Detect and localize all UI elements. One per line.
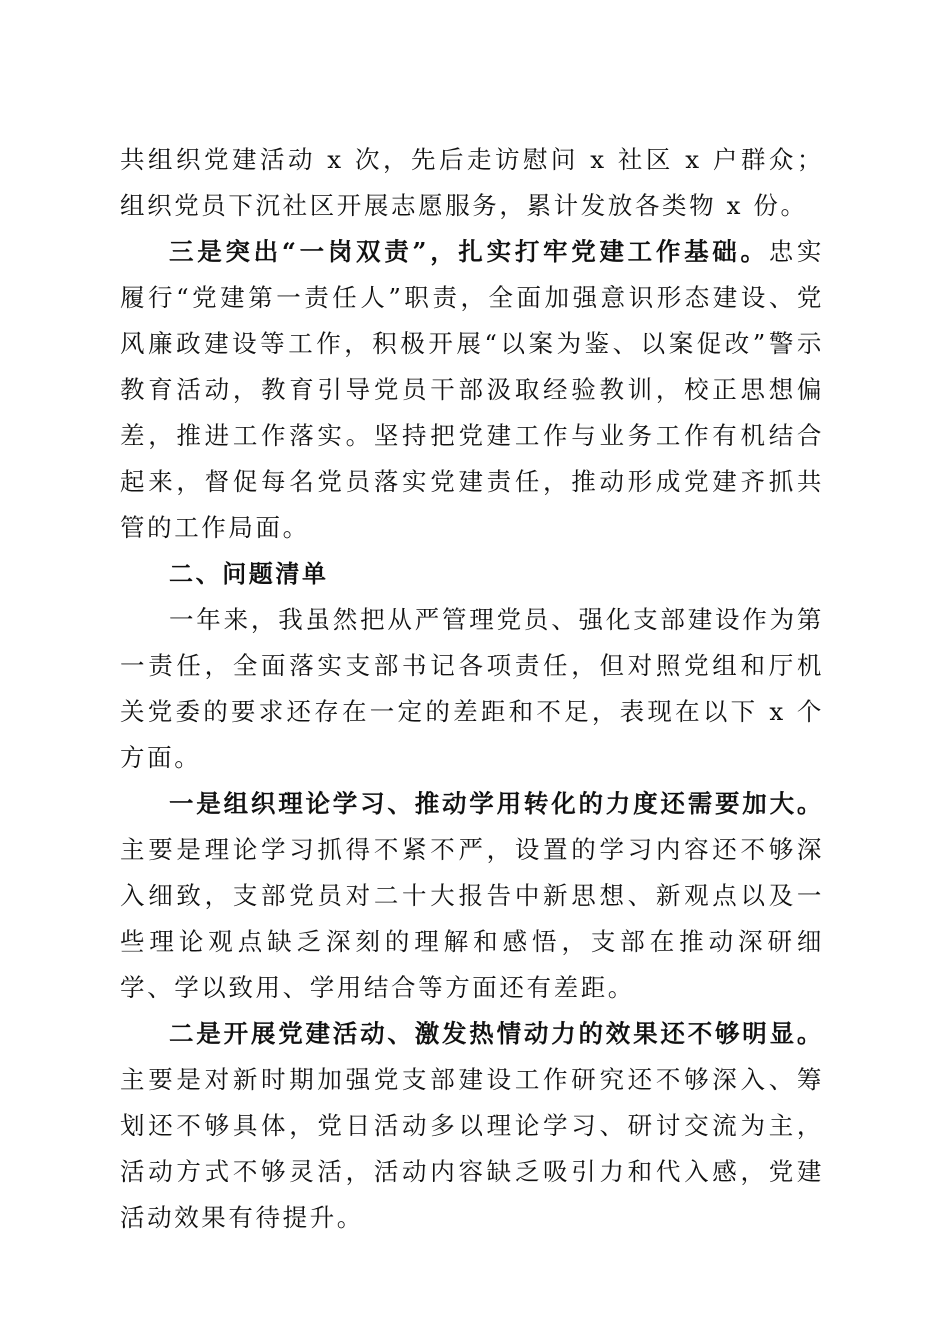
item-three-text: 忠实履行“党建第一责任人”职责，全面加强意识形态建设、党风廉政建设等工作，积极开展“以案为鉴、以案促改”警示教育活动，教育引导党员干部汲取经验教训，校正思想偏差，推进工作落实。坚持把党建工作与业务工作有机结合起来，督促每名党员落实党建责任，推动形成党建齐抓共管的工作局面。	[120, 237, 824, 542]
paragraph-continuation: 共组织党建活动 x 次，先后走访慰问 x 社区 x 户群众；组织党员下沉社区开展志愿服务，累计发放各类物 x 份。	[120, 145, 824, 220]
document-body	[120, 137, 824, 1241]
paragraph-item-three	[120, 229, 824, 551]
paragraph-overview: 一年来，我虽然把从严管理党员、强化支部建设作为第一责任，全面落实支部书记各项责任，但对照党组和厅机关党委的要求还存在一定的差距和不足，表现在以下 x 个方面。	[120, 605, 824, 772]
item-one-text: 主要是理论学习抓得不紧不严，设置的学习内容还不够深入细致，支部党员对二十大报告中新思想、新观点以及一些理论观点缺乏深刻的理解和感悟，支部在推动深研细学、学以致用、学用结合等方面还有差距。	[120, 835, 824, 1002]
section-heading-problem-list: 二、问题清单	[169, 560, 329, 588]
item-three-lead: 三是突出“一岗双责”，扎实打牢党建工作基础。	[169, 237, 769, 266]
item-one-lead: 一是组织理论学习、推动学用转化的力度还需要加大。	[169, 789, 824, 818]
item-two-lead: 二是开展党建活动、激发热情动力的效果还不够明显。	[169, 1019, 824, 1048]
paragraph-item-two	[120, 1011, 824, 1241]
paragraph-item-one	[120, 781, 824, 1011]
item-two-text: 主要是对新时期加强党支部建设工作研究还不够深入、筹划还不够具体，党日活动多以理论学习、研讨交流为主，活动方式不够灵活，活动内容缺乏吸引力和代入感，党建活动效果有待提升。	[120, 1065, 824, 1232]
